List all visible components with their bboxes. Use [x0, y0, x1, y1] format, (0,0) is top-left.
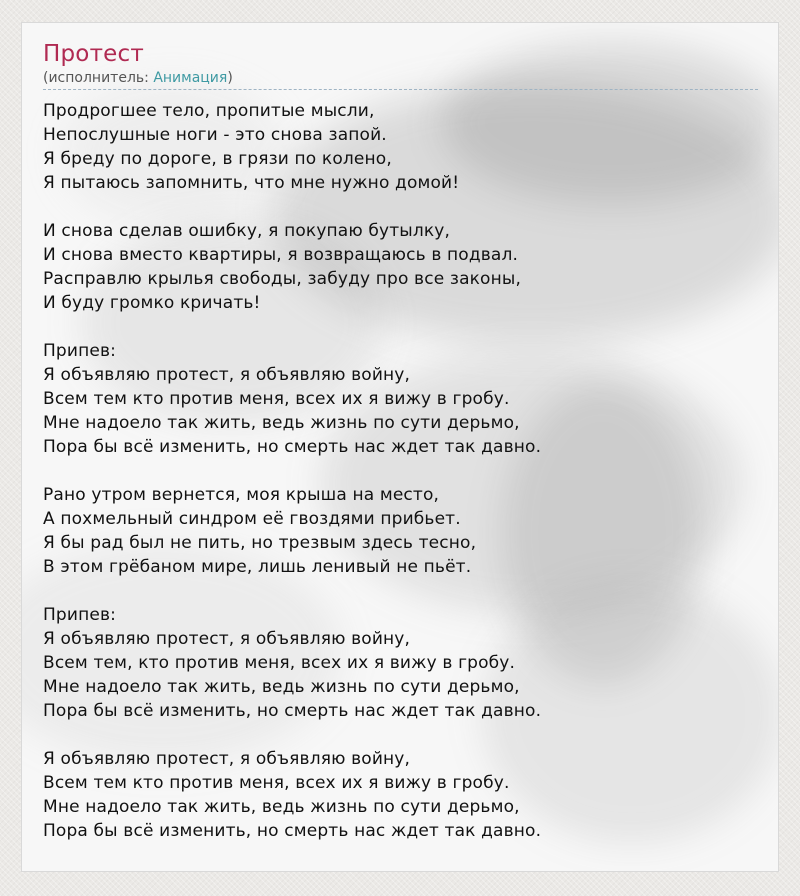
lyric-line: Всем тем кто против меня, всех их я вижу в гробу.	[43, 389, 510, 409]
lyric-line: И снова вместо квартиры, я возвращаюсь в подвал.	[43, 245, 519, 265]
lyric-line: Всем тем, кто против меня, всех их я вижу в гробу.	[43, 653, 516, 673]
stanza-3-chorus	[43, 339, 758, 459]
lyric-line: Расправлю крылья свободы, забуду про все законы,	[43, 269, 521, 289]
stanza-2	[43, 219, 758, 315]
artist-suffix: )	[227, 70, 233, 86]
lyric-line: Я объявляю протест, я объявляю войну,	[43, 629, 411, 649]
lyric-line: Мне надоело так жить, ведь жизнь по сути дерьмо,	[43, 413, 520, 433]
lyric-line: Я пытаюсь запомнить, что мне нужно домой!	[43, 173, 460, 193]
lyric-line: Я бреду по дороге, в грязи по колено,	[43, 149, 392, 169]
title-divider	[43, 89, 758, 90]
lyric-line: Мне надоело так жить, ведь жизнь по сути дерьмо,	[43, 677, 520, 697]
lyric-line: В этом грёбаном мире, лишь ленивый не пьёт.	[43, 557, 472, 577]
lyric-line: Я объявляю протест, я объявляю войну,	[43, 749, 411, 769]
lyric-line: Мне надоело так жить, ведь жизнь по сути дерьмо,	[43, 797, 520, 817]
lyric-line: Непослушные ноги - это снова запой.	[43, 125, 387, 145]
lyric-line: Всем тем кто против меня, всех их я вижу в гробу.	[43, 773, 510, 793]
stanza-6	[43, 747, 758, 843]
lyric-line: И буду громко кричать!	[43, 293, 261, 313]
chorus-label: Припев:	[43, 341, 116, 361]
lyric-line: Я бы рад был не пить, но трезвым здесь тесно,	[43, 533, 477, 553]
lyrics-card	[21, 22, 779, 872]
lyric-line: Пора бы всё изменить, но смерть нас ждет так давно.	[43, 437, 542, 457]
lyric-line: Продрогшее тело, пропитые мысли,	[43, 101, 375, 121]
artist-link[interactable]: Анимация	[153, 70, 228, 86]
lyric-line: И снова сделав ошибку, я покупаю бутылку,	[43, 221, 451, 241]
lyric-line: А похмельный синдром её гвоздями прибьет.	[43, 509, 461, 529]
stanza-4	[43, 483, 758, 579]
lyric-line: Пора бы всё изменить, но смерть нас ждет так давно.	[43, 821, 542, 841]
lyrics-content	[22, 23, 778, 871]
artist-line	[43, 69, 758, 87]
artist-prefix: (исполнитель:	[43, 70, 154, 86]
stanza-5-chorus	[43, 603, 758, 723]
lyrics-text	[43, 99, 758, 843]
chorus-label: Припев:	[43, 605, 116, 625]
lyric-line: Я объявляю протест, я объявляю войну,	[43, 365, 411, 385]
lyric-line: Рано утром вернется, моя крыша на место,	[43, 485, 440, 505]
stanza-1	[43, 99, 758, 195]
song-title: Протест	[43, 41, 144, 67]
lyric-line: Пора бы всё изменить, но смерть нас ждет так давно.	[43, 701, 542, 721]
